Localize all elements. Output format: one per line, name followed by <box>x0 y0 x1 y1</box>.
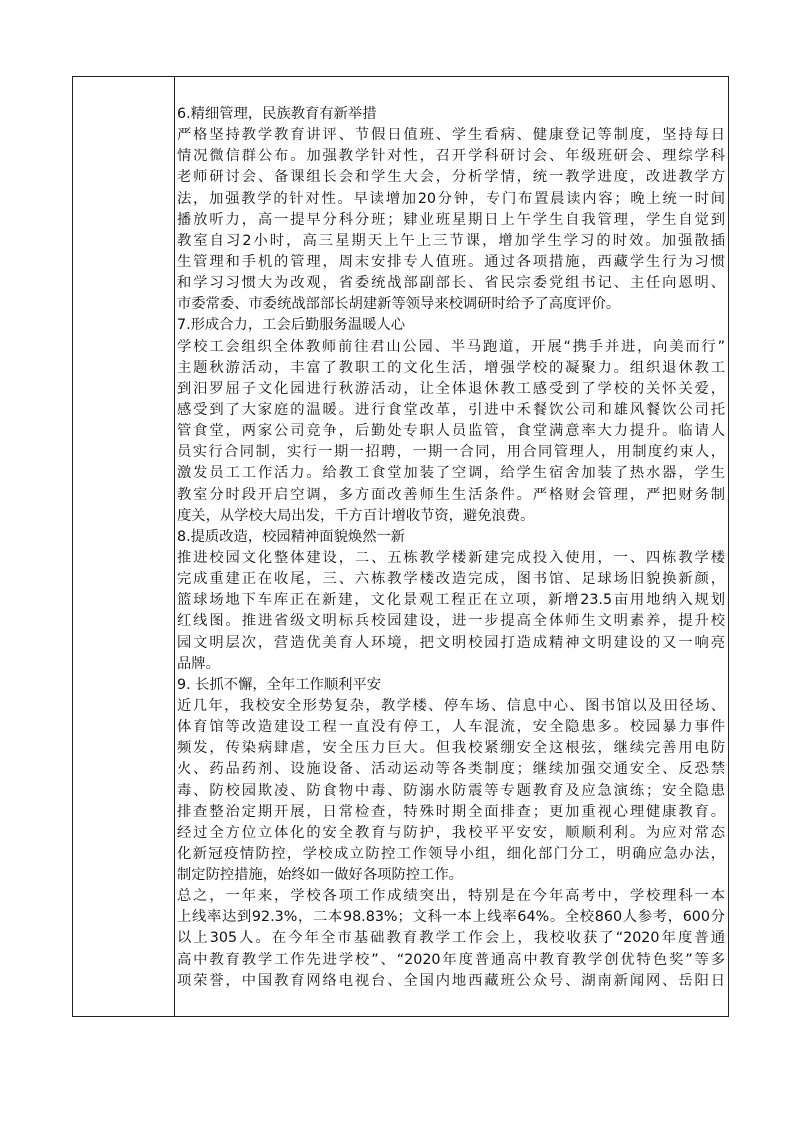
text-line: 高中教育教学工作先进学校”、“2020年度普通高中教育教学创优特色奖”等多 <box>177 951 725 968</box>
text-line: 红线图。推进省级文明标兵校园建设，进一步提高全体师生文明素养，提升校 <box>177 613 725 630</box>
text-line: 化新冠疫情防控，学校成立防控工作领导小组，细化部门分工，明确应急办法， <box>177 845 725 862</box>
text-line: 激发员工工作活力。给教工食堂加装了空调，给学生宿舍加装了热水器，学生 <box>177 465 725 482</box>
text-line: 感受到了大家庭的温暖。进行食堂改革，引进中禾餐饮公司和雄风餐饮公司托 <box>177 401 725 418</box>
text-line: 经过全方位立体化的安全教育与防护，我校平平安安，顺顺利利。为应对常态 <box>177 824 725 841</box>
text-line: 情况微信群公布。加强教学针对性，召开学科研讨会、年级班研会、理综学科 <box>177 148 725 165</box>
text-line: 体育馆等改造建设工程一直没有停工，人车混流，安全隐患多。校园暴力事件 <box>177 719 725 736</box>
text-line: 6.精细管理，民族教育有新举措 <box>177 106 377 122</box>
text-line: 员实行合同制，实行一期一招聘，一期一合同，用合同管理人，用制度约束人， <box>177 444 725 461</box>
text-line: 生管理和手机的管理，周末安排专人值班。通过各项措施，西藏学生行为习惯 <box>177 253 725 270</box>
text-line: 总之，一年来，学校各项工作成绩突出，特别是在今年高考中，学校理科一本 <box>177 888 725 905</box>
text-line: 教室自习2小时，高三星期天上午上三节课，增加学生学习的时效。加强散插 <box>177 232 725 249</box>
text-line: 8.提质改造，校园精神面貌焕然一新 <box>177 528 406 545</box>
text-line: 管食堂，两家公司竞争，后勤处专职人员监管，食堂满意率大力提升。临请人 <box>177 423 725 440</box>
report-content-cell <box>177 104 725 992</box>
text-line: 篮球场地下车库正在新建，文化景观工程正在立项，新增23.5亩用地纳入规划 <box>177 592 725 609</box>
column-divider <box>174 77 175 1016</box>
text-line: 近几年，我校安全形势复杂，教学楼、停车场、信息中心、图书馆以及田径场、 <box>177 697 725 714</box>
text-line: 9. 长抓不懈，全年工作顺利平安 <box>177 676 382 693</box>
text-line: 到汨罗屈子文化园进行秋游活动，让全体退休教工感受到了学校的关怀关爱， <box>177 380 725 397</box>
text-line: 度关，从学校大局出发，千方百计增收节资，避免浪费。 <box>177 507 535 524</box>
text-line: 排查整治定期开展，日常检查，特殊时期全面排查；更加重视心理健康教育。 <box>177 803 725 820</box>
text-line: 项荣誉，中国教育网络电视台、全国内地西藏班公众号、湖南新闻网、岳阳日 <box>177 972 725 989</box>
text-line: 完成重建正在收尾，三、六栋教学楼改造完成，图书馆、足球场旧貌换新颜， <box>177 571 725 588</box>
text-line: 品牌。 <box>177 655 220 672</box>
text-line: 和学习习惯大为改观，省委统战部副部长、省民宗委党组书记、主任向恩明、 <box>177 275 725 292</box>
text-line: 老师研讨会、备课组长会和学生大会，分析学情，统一教学进度，改进教学方 <box>177 169 725 186</box>
text-line: 主题秋游活动，丰富了教职工的文化生活，增强学校的凝聚力。组织退休教工 <box>177 359 725 376</box>
text-line: 上线率达到92.3%，二本98.83%；文科一本上线率64%。全校860人参考，600分 <box>177 909 725 926</box>
text-line: 严格坚持教学教育讲评、节假日值班、学生看病、健康登记等制度，坚持每日 <box>177 127 725 144</box>
text-line: 播放听力，高一提早分科分班；肄业班星期日上午学生自我管理，学生自觉到 <box>177 211 725 228</box>
text-line: 火、药品药剂、设施设备、活动运动等各类制度；继续加强交通安全、反恐禁 <box>177 761 725 778</box>
text-line: 毒、防校园欺凌、防食物中毒、防溺水防震等专题教育及应急演练；安全隐患 <box>177 782 725 799</box>
text-line: 7.形成合力，工会后勤服务温暖人心 <box>177 317 406 334</box>
text-line: 频发，传染病肆虐，安全压力巨大。但我校紧绷安全这根弦，继续完善用电防 <box>177 740 725 757</box>
text-line: 教室分时段开启空调，多方面改善师生生活条件。严格财会管理，严把财务制 <box>177 486 725 503</box>
text-line: 推进校园文化整体建设，二、五栋教学楼新建完成投入使用，一、四栋教学楼 <box>177 549 725 566</box>
text-line: 制定防控措施，始终如一做好各项防控工作。 <box>177 867 463 884</box>
text-line: 以上305人。在今年全市基础教育教学工作会上，我校收获了“2020年度普通 <box>177 930 725 947</box>
text-line: 市委常委、市委统战部部长胡建新等领导来校调研时给予了高度评价。 <box>177 296 621 313</box>
report-table <box>72 76 729 1017</box>
text-line: 学校工会组织全体教师前往君山公园、半马跑道，开展“携手并进，向美而行” <box>177 338 725 355</box>
text-line: 法，加强教学的针对性。早读增加20分钟，专门布置晨读内容；晚上统一时间 <box>177 190 725 207</box>
text-line: 园文明层次，营造优美育人环境，把文明校园打造成精神文明建设的又一响亮 <box>177 634 725 651</box>
